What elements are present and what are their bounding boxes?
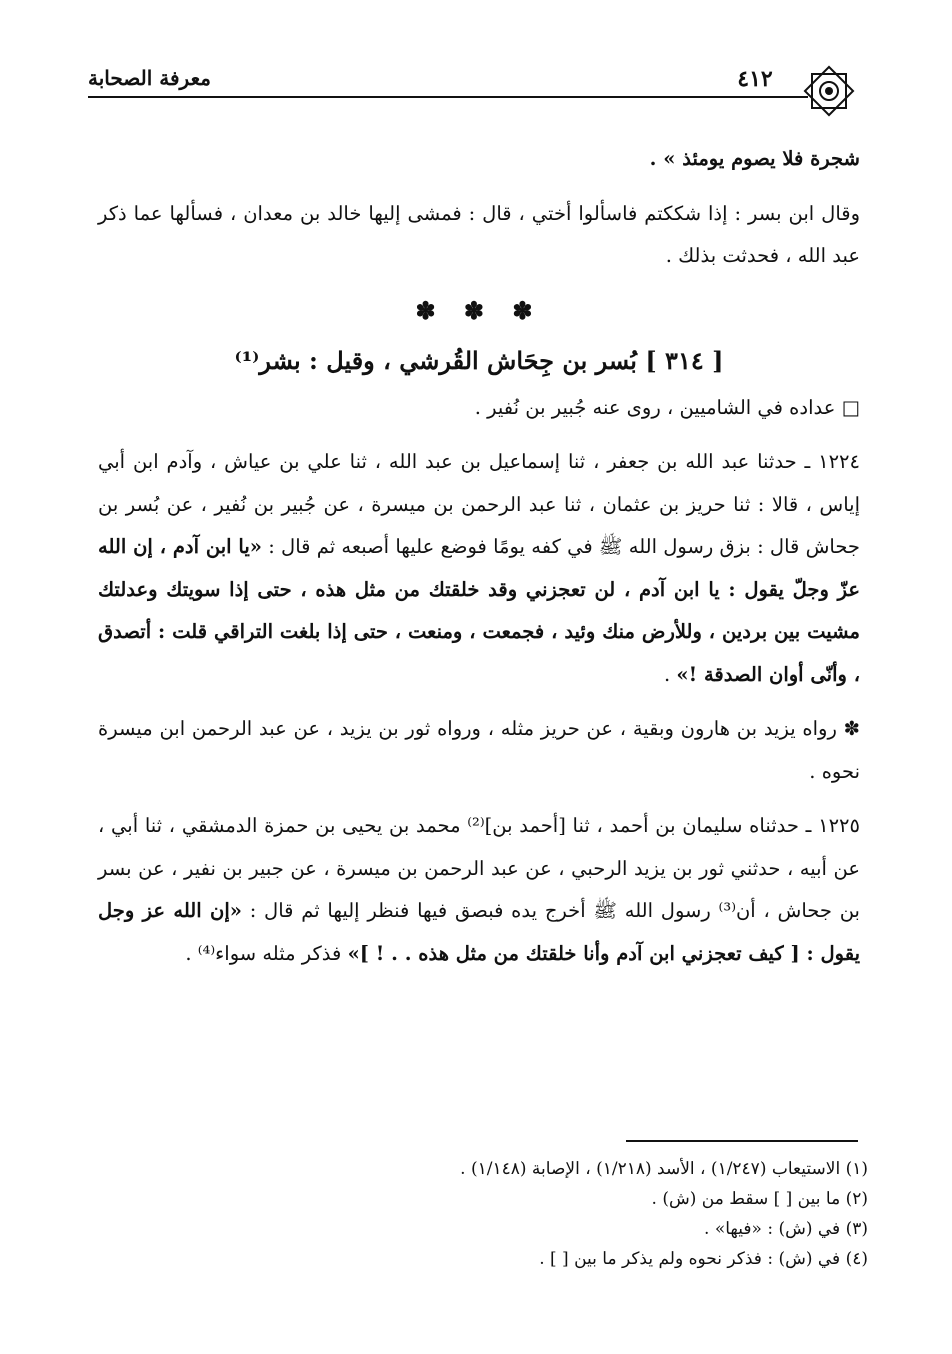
footnote-3: (٣) في (ش) : «فيها» .	[704, 1219, 868, 1239]
hadith-1224-end: .	[664, 662, 677, 686]
paragraph-ibn-busr: وقال ابن بسر : إذا شككتم فاسألوا أختي ، قال : فمشى إليها خالد بن معدان ، فسألها عما ذكر عبد الله ، فحدثت بذلك .	[98, 201, 860, 267]
header-rule	[88, 96, 808, 98]
hadith-1224-isnad: ١٢٢٤ ـ حدثنا عبد الله بن جعفر ، ثنا إسماعيل بن عبد الله ، ثنا علي بن عياش ، وآدم ابن أبي إياس ، قالا : ثنا حريز بن عثمان ، ثنا عبد الرحمن بن ميسرة ، عن جُبير بن نُفير ، عن بُسر بن جحاش قال : بزق رسول الله ﷺ في كفه يومًا فوضع عليها أصبعه ثم قال :	[98, 450, 860, 558]
entry-title: [ ٣١٤ ] بُسر بن جِحَاش القُرشي ، وقيل : بشر⁽¹⁾	[234, 346, 724, 375]
star-ornament-icon	[800, 62, 858, 120]
page-body	[98, 138, 860, 975]
hadith-1224-matn: «يا ابن آدم ، إن الله عزّ وجلّ يقول : يا ابن آدم ، لن تعجزني وقد خلقتك من مثل هذه ، حتى إذا سويتك وعدلتك مشيت بين بردين ، وللأرض منك وئيد ، فجمعت ، ومنعت ، حتى إذا بلغت التراقي قلت : أتصدق ، وأنّى أوان الصدقة !»	[98, 535, 860, 686]
footnote-rule	[626, 1140, 858, 1142]
hadith-1225-matn: «إن الله عز وجل يقول : [ كيف تعجزني ابن آدم وأنا خلقتك من مثل هذه . . ! ]»	[98, 899, 860, 965]
paragraph-biography: □ عداده في الشاميين ، روى عنه جُبير بن نُفير .	[474, 395, 860, 419]
footnote-2: (٢) ما بين [ ] سقط من (ش) .	[651, 1189, 868, 1209]
running-title: معرفة الصحابة	[88, 66, 211, 90]
footnote-4: (٤) في (ش) : فذكر نحوه ولم يذكر ما بين [ ] .	[539, 1249, 868, 1269]
hadith-1225	[98, 805, 860, 975]
footnote-1: (١) الاستيعاب (١/٢٤٧) ، الأسد (١/٢١٨) ، الإصابة (١/١٤٨) .	[460, 1159, 868, 1179]
hadith-1225-end: فذكر مثله سواء⁽⁴⁾ .	[185, 941, 348, 965]
section-stars: ✽ ✽ ✽	[415, 295, 543, 325]
hadith-1225-isnad: ١٢٢٥ ـ حدثناه سليمان بن أحمد ، ثنا [أحمد بن]⁽²⁾ محمد بن يحيى بن حمزة الدمشقي ، ثنا أبي ، عن أبيه ، حدثني ثور بن يزيد الرحبي ، عن عبد الرحمن بن ميسرة ، عن جبير بن نفير ، عن بسر بن جحاش ، أن⁽³⁾ رسول الله ﷺ أخرج يده فبصق فيها فنظر إليها ثم قال :	[98, 814, 860, 922]
paragraph-riwaya-note: ✽ رواه يزيد بن هارون وبقية ، عن حريز مثله ، ورواه ثور بن يزيد ، عن عبد الرحمن ابن ميسرة نحوه .	[98, 717, 860, 783]
footnotes	[98, 1154, 868, 1274]
paragraph-continuation: شجرة فلا يصوم يومئذ » .	[649, 147, 860, 170]
page-number: ٤١٢	[737, 66, 773, 92]
hadith-1224	[98, 441, 860, 696]
